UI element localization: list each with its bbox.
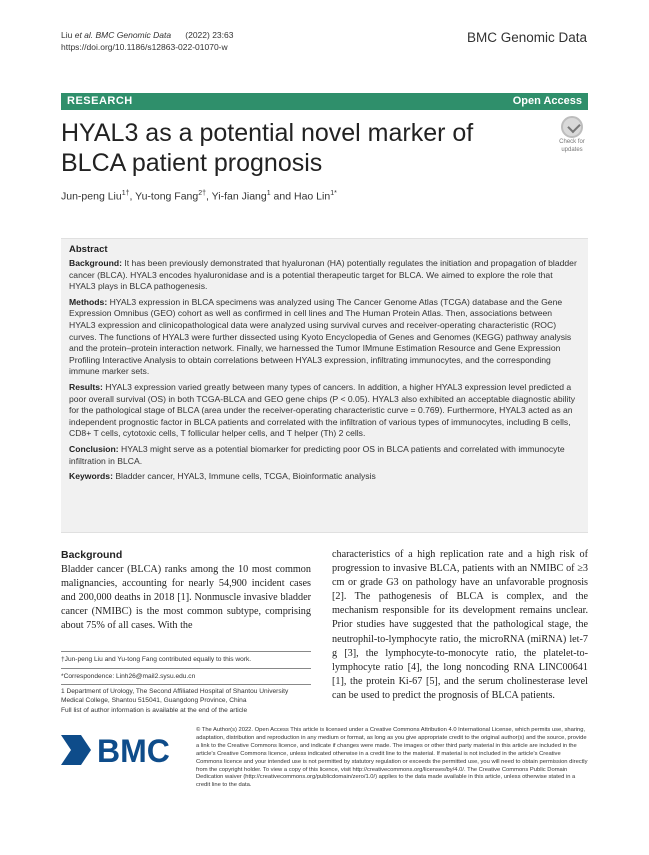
check-icon (561, 116, 583, 138)
badge-line1: Check for (559, 139, 585, 145)
article-title: HYAL3 as a potential novel marker of BLCA patient prognosis (61, 119, 474, 177)
section-label: RESEARCH (67, 95, 133, 107)
footnote-equal-contribution: †Jun-peng Liu and Yu-tong Fang contributed equally to this work. (61, 656, 252, 663)
background-label: Background: (69, 258, 122, 268)
keywords-label: Keywords: (69, 471, 113, 482)
body-text-left: Bladder cancer (BLCA) ranks among the 10 most common malignancies, accounting for nearly 54,900 incident cases and 200,000 deaths in 2018 [1]. Nonmuscle invasive bladder cancer (NMIBC) is the most common subtype, comprising about 75% of all cases. With the (61, 564, 311, 632)
abstract-results (69, 382, 580, 440)
bmc-logo-text: BMC (97, 733, 170, 769)
body-column-right: characteristics of a high replication rate and a high risk of progression to invasive BLCA, patients with an NMIBC of ≥3 cm or grade G3 on pathology have an unfavorable prognosis [2]. The pathogenesis of BLCA is complex, and the mechanism responsible for its development remains unclear. Prior studies have suggested that the pathological stage, the neutrophil-to-lymphocyte ratio, the microRNA (miRNA) let-7 g [3], the lymphocyte-to-monocyte ratio, the platelet-to-lymphocyte ratio [4], the long noncoding RNA LINC00641 [1], the protein Ki-67 [5], and the serum cholinesterase level can be used to predict the prognosis of BLCA patients. (332, 549, 588, 701)
footnote-correspondence[interactable]: *Correspondence: Linh26@mail2.sysu.edu.cn (61, 673, 196, 680)
author-4[interactable]: Hao Lin (294, 190, 331, 203)
journal-name: BMC Genomic Data (466, 30, 587, 45)
author-2-affil: 2† (198, 190, 207, 197)
bmc-logo (61, 729, 189, 771)
citation (61, 29, 233, 53)
open-access-label: Open Access (512, 95, 582, 107)
results-text: HYAL3 expression varied greatly between many types of cancers. In addition, a higher HYAL3 expression level predicted a poor overall survival (OS) in both TCGA-BLCA and GEO gene chips (P < 0.05). HYAL3 also exhibited an acceptable diagnostic ability for the pathological stage of BLCA (area under the receiver-operating characteristic curve = 0.769). Furthermore, HYAL3 acted as an independent prognostic factor in BLCA patients and correlated with the infiltration of various types of immunocytes, including B cells, CD8+ T cells, cytotoxic cells, T follicular helper cells, and T helper (Th) 2 cells. (69, 381, 576, 439)
author-list: Jun-peng Liu$^{1\dagger}$, Yu-tong Fang$^{2\dagger}$, Yi-fan Jiang$^1$ and Hao Lin$^{1*}$ (61, 190, 337, 203)
citation-prefix: Liu (61, 30, 75, 40)
abstract-background (69, 258, 580, 293)
keywords-text: Bladder cancer, HYAL3, Immune cells, TCGA, Bioinformatic analysis (115, 471, 376, 482)
body-column-left (61, 548, 311, 634)
author-1-affil: 1† (121, 190, 130, 197)
footnote-full-list: Full list of author information is available at the end of the article (61, 707, 248, 714)
abstract-keywords (69, 471, 580, 483)
abstract-conclusion (69, 444, 580, 467)
citation-year: (2022) 23:63 (185, 30, 234, 40)
section-banner (61, 93, 588, 110)
bmc-logo-chevron-icon (61, 735, 91, 765)
background-text: It has been previously demonstrated that hyaluronan (HA) potentially regulates the initiation and propagation of bladder cancer (BLCA). HYAL3 encodes hyaluronidase and is a potential therapeutic target for BLCA. We aimed to explore the role that HYAL3 plays in BLCA pathogenesis. (69, 258, 577, 292)
author-4-affil: 1* (330, 190, 337, 197)
author-1[interactable]: Jun-peng Liu (61, 190, 122, 203)
check-for-updates-button[interactable] (554, 116, 590, 156)
methods-label: Methods: (69, 296, 108, 307)
footnote-divider (61, 684, 311, 685)
abstract-box (61, 238, 588, 533)
results-label: Results: (69, 381, 103, 392)
footnote-divider (61, 668, 311, 669)
citation-etal: et al. BMC Genomic Data (74, 30, 172, 40)
footnote-divider (61, 651, 311, 652)
doi-link[interactable]: https://doi.org/10.1186/s12863-022-01070-w (61, 42, 228, 52)
license-text: © The Author(s) 2022. Open Access This article is licensed under a Creative Commons Attribution 4.0 International License, which permits use, sharing, adaptation, distribution and reproduction in any medium or format, as long as you give appropriate credit to the original author(s) and the source, provide a link to the Creative Commons licence, and indicate if changes were made. The images or other third party material in this article are included in the article's Creative Commons licence, unless indicated otherwise in a credit line to the material. If material is not included in the article's Creative Commons licence and your intended use is not permitted by statutory regulation or exceeds the permitted use, you will need to obtain permission directly from the copyright holder. To view a copy of this licence, visit http://creativecommons.org/licenses/by/4.0/. The Creative Commons Public Domain Dedication waiver (http://creativecommons.org/publicdomain/zero/1.0/) applies to the data made available in this article, unless otherwise stated in a credit line to the data. (196, 727, 588, 789)
background-heading: Background (61, 549, 123, 561)
footnote-affiliation: 1 Department of Urology, The Second Affiliated Hospital of Shantou University Medical College, Shantou 515041, Guangdong Province, China (61, 688, 289, 705)
abstract-methods (69, 297, 580, 378)
author-3-affil: 1 (266, 190, 271, 197)
conclusion-label: Conclusion: (69, 443, 119, 454)
badge-line2: updates (561, 147, 583, 153)
conclusion-text: HYAL3 might serve as a potential biomarker for predicting poor OS in BLCA patients and correlated with immunocyte infiltration in BLCA. (69, 443, 565, 466)
author-2[interactable]: Yu-tong Fang (135, 190, 199, 203)
methods-text: HYAL3 expression in BLCA specimens was analyzed using The Cancer Genome Atlas (TCGA) database and the Gene Expression Omnibus (GEO) cohort as well as confirmed in cell lines and The Human Protein Atlas. Then, associations between HYAL3 expression and clinicopathological data were analyzed using survival curves and receiver-operating characteristic (ROC) curves. The functions of HYAL3 were further dissected using Kyoto Encyclopedia of Genes and Genomes (KEGG) pathway analysis and the protein–protein interaction network. Finally, we harnessed the Tumor IMmune Estimation Resource and Gene Expression Profiling Interactive Analysis to obtain correlations between HYAL3 expression, infiltrating immunocytes, and the corresponding immune marker sets. (69, 296, 572, 377)
abstract-heading: Abstract (69, 244, 108, 255)
author-3[interactable]: Yi-fan Jiang (211, 190, 267, 203)
